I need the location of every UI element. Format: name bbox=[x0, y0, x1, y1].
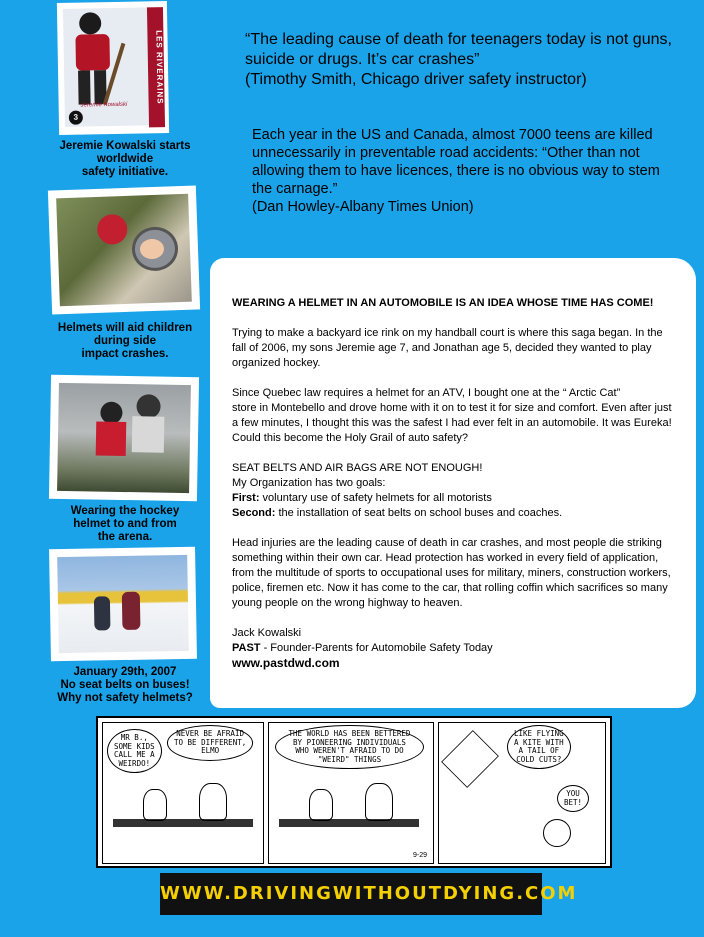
quote-dan-howley: Each year in the US and Canada, almost 7000 teens are killed unnecessarily in preventable road accidents: “Other than not allowing them to have licences, there is no obvious way to stem the carnage.” (Dan Howley-Albany Times Union) bbox=[252, 127, 660, 215]
card-number-badge: 3 bbox=[69, 111, 83, 125]
bench-drawing bbox=[113, 819, 253, 827]
article-box bbox=[210, 258, 696, 708]
goal-2 bbox=[232, 506, 682, 521]
goal-2-label: Second: bbox=[232, 507, 276, 519]
comic-panel-3 bbox=[438, 722, 606, 864]
card-name: Jeremie Kowalski bbox=[80, 101, 128, 109]
kite-drawing bbox=[441, 730, 499, 788]
caption-2: Helmets will aid children during side impact crashes. bbox=[57, 322, 193, 360]
card-team-strip: LES RIVERAINS bbox=[147, 7, 165, 127]
org-website-link[interactable]: www.pastdwd.com bbox=[232, 656, 340, 670]
caption-4: January 29th, 2007 No seat belts on buses! Why not safety helmets? bbox=[57, 666, 193, 704]
comic-bubble-5: YOU BET! bbox=[557, 785, 589, 812]
article-paragraph-2: Since Quebec law requires a helmet for an ATV, I bought one at the “ Arctic Cat” store in Montebello and drove home with it on to test it for size and comfort. Even after just a few minutes, I thought this was the safest I had ever felt in an automobile. It was Eureka! Could this become the Holy Grail of auto safety? bbox=[232, 387, 672, 444]
comic-panel-2 bbox=[268, 722, 434, 864]
comic-strip bbox=[96, 716, 612, 868]
article-goals-intro: My Organization has two goals: bbox=[232, 477, 386, 489]
comic-bubble-1: MR B., SOME KIDS CALL ME A WEIRDO! bbox=[107, 729, 162, 773]
org-name: - Founder-Parents for Automobile Safety Today bbox=[260, 642, 493, 654]
kids-in-car-photo bbox=[48, 185, 200, 314]
comic-bubble-3: THE WORLD HAS BEEN BETTERED BY PIONEERING INDIVIDUALS WHO WEREN'T AFRAID TO DO "WEIRD" THINGS bbox=[275, 725, 424, 769]
author-org bbox=[232, 641, 682, 656]
goal-1 bbox=[232, 491, 682, 506]
quote-timothy-smith: “The leading cause of death for teenagers today is not guns, suicide or drugs. It’s car crashes” (Timothy Smith, Chicago driver safety instructor) bbox=[245, 31, 672, 88]
goal-2-text: the installation of seat belts on school buses and coaches. bbox=[275, 507, 563, 519]
article-paragraph-1: Trying to make a backyard ice rink on my handball court is where this saga began. In the fall of 2006, my sons Jeremie age 7, and Jonathan age 5, decided they wanted to play organized hockey. bbox=[232, 327, 663, 369]
article-headline: WEARING A HELMET IN AN AUTOMOBILE IS AN IDEA WHOSE TIME HAS COME! bbox=[232, 297, 654, 309]
caption-3: Wearing the hockey helmet to and from the arena. bbox=[70, 505, 180, 543]
goal-1-label: First: bbox=[232, 492, 260, 504]
website-banner[interactable]: WWW.DRIVINGWITHOUTDYING.COM bbox=[160, 873, 542, 915]
caption-1: Jeremie Kowalski starts worldwide safety initiative. bbox=[59, 140, 191, 178]
winter-bus-photo bbox=[49, 547, 197, 662]
comic-date: 9-29 bbox=[412, 852, 427, 859]
kids-hockey-gear-photo bbox=[49, 375, 199, 502]
comic-panel-1 bbox=[102, 722, 264, 864]
hockey-card-photo bbox=[57, 1, 169, 135]
author-name: Jack Kowalski bbox=[232, 627, 302, 639]
org-abbr: PAST bbox=[232, 642, 261, 654]
comic-bubble-4: LIKE FLYING A KITE WITH A TAIL OF COLD CUTS? bbox=[507, 725, 571, 769]
article-subheading: SEAT BELTS AND AIR BAGS ARE NOT ENOUGH! bbox=[232, 462, 483, 474]
goal-1-text: voluntary use of safety helmets for all motorists bbox=[259, 492, 492, 504]
article-paragraph-4: Head injuries are the leading cause of death in car crashes, and most people die striking something within their own car. Head protection has worked in every field of application, from the multitude of sports to occupational uses for military, miners, construction workers, police, firemen etc. Now it has come to the car, that rolling coffin which sacrifices so many young people on the wrong highway to heaven. bbox=[232, 537, 671, 609]
comic-bubble-2: NEVER BE AFRAID TO BE DIFFERENT, ELMO bbox=[167, 725, 253, 761]
